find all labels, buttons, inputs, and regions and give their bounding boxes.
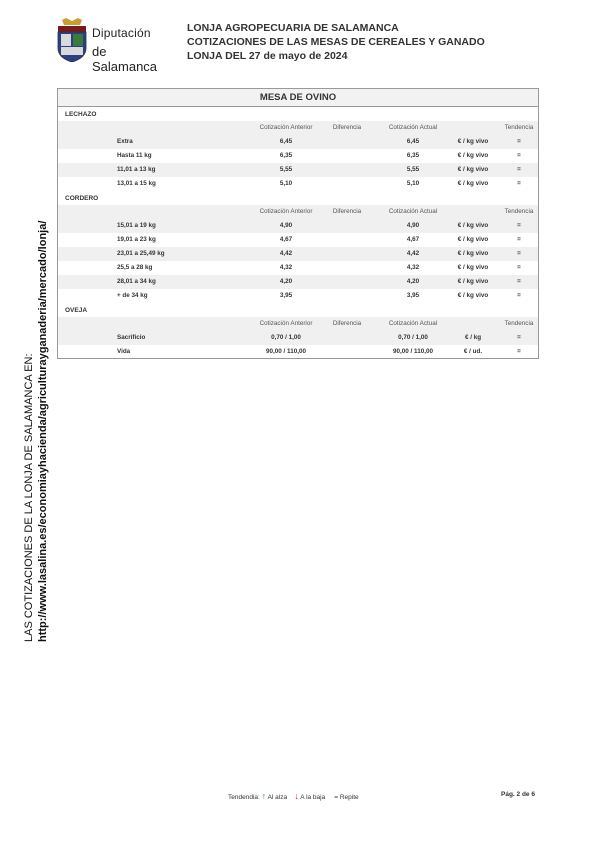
row-actual: 4,32	[406, 264, 420, 271]
arrow-up-icon: ↑	[261, 791, 267, 801]
logo-line1: Diputación	[92, 26, 151, 40]
row-name: Hasta 11 kg	[117, 152, 152, 159]
row-tendencia: =	[517, 292, 521, 299]
row-name: 15,01 a 19 kg	[117, 222, 156, 229]
section-title: LECHAZO	[65, 111, 97, 118]
table-row	[58, 149, 538, 163]
col-diferencia: Diferencia	[332, 208, 362, 215]
row-anterior: 3,95	[279, 292, 293, 299]
side-note-line1: LAS COTIZACIONES DE LA LONJA DE SALAMANCA EN:	[23, 353, 35, 642]
row-name: + de 34 kg	[117, 292, 148, 299]
table-row	[58, 163, 538, 177]
diputacion-logo	[56, 14, 166, 74]
row-anterior: 5,10	[279, 180, 293, 187]
row-tendencia: =	[517, 138, 521, 145]
row-unidad: € / kg vivo	[457, 166, 489, 173]
row-actual: 5,55	[406, 166, 420, 173]
row-name: 13,01 a 15 kg	[117, 180, 156, 187]
row-unidad: € / ud.	[463, 348, 483, 355]
col-anterior: Cotización Anterior	[259, 208, 313, 215]
row-anterior: 4,67	[279, 236, 293, 243]
table-row	[58, 233, 538, 247]
row-actual: 4,67	[406, 236, 420, 243]
col-tendencia: Tendencia	[504, 320, 534, 327]
row-actual: 4,90	[406, 222, 420, 229]
table-row	[58, 135, 538, 149]
row-actual: 6,35	[406, 152, 420, 159]
row-anterior: 4,42	[279, 250, 293, 257]
row-tendencia: =	[517, 236, 521, 243]
section-title: CORDERO	[65, 195, 99, 202]
legend-repeat-label: = Repite	[334, 794, 359, 801]
row-tendencia: =	[517, 348, 521, 355]
row-tendencia: =	[517, 152, 521, 159]
row-anterior: 0,70 / 1,00	[271, 334, 301, 341]
col-actual: Cotización Actual	[388, 320, 438, 327]
table-title: MESA DE OVINO	[58, 89, 538, 107]
row-name: 11,01 a 13 kg	[117, 166, 156, 173]
row-unidad: € / kg vivo	[457, 138, 489, 145]
row-actual: 3,95	[406, 292, 420, 299]
row-tendencia: =	[517, 166, 521, 173]
row-unidad: € / kg vivo	[457, 292, 489, 299]
row-unidad: € / kg vivo	[457, 222, 489, 229]
column-headers	[58, 317, 538, 331]
row-tendencia: =	[517, 264, 521, 271]
row-actual: 90,00 / 110,00	[393, 348, 433, 355]
row-tendencia: =	[517, 222, 521, 229]
col-anterior: Cotización Anterior	[259, 124, 313, 131]
arrow-down-icon: ↓	[294, 791, 299, 801]
col-actual: Cotización Actual	[388, 124, 438, 131]
row-actual: 4,42	[406, 250, 420, 257]
row-tendencia: =	[517, 334, 521, 341]
row-anterior: 4,32	[279, 264, 293, 271]
col-diferencia: Diferencia	[332, 320, 362, 327]
row-unidad: € / kg vivo	[457, 180, 489, 187]
row-unidad: € / kg vivo	[457, 278, 489, 285]
table-row	[58, 275, 538, 289]
row-tendencia: =	[517, 180, 521, 187]
row-name: 28,01 a 34 kg	[117, 278, 156, 285]
header-line3: LONJA DEL 27 de mayo de 2024	[187, 50, 348, 62]
page-number: Pág. 2 de 6	[501, 791, 535, 798]
row-unidad: € / kg vivo	[457, 236, 489, 243]
table-row	[58, 331, 538, 345]
row-anterior: 4,90	[279, 222, 293, 229]
logo-line2: de Salamanca	[92, 44, 158, 74]
row-actual: 4,20	[406, 278, 420, 285]
row-anterior: 6,45	[279, 138, 293, 145]
column-headers	[58, 205, 538, 219]
legend-label: Tendendia:	[228, 794, 260, 801]
row-name: 23,01 a 25,49 kg	[117, 250, 165, 257]
side-note	[22, 182, 50, 642]
col-tendencia: Tendencia	[504, 208, 534, 215]
row-anterior: 6,35	[279, 152, 293, 159]
ovino-table	[57, 88, 539, 359]
row-tendencia: =	[517, 250, 521, 257]
table-row	[58, 289, 538, 303]
row-anterior: 90,00 / 110,00	[266, 348, 306, 355]
row-actual: 0,70 / 1,00	[398, 334, 428, 341]
row-tendencia: =	[517, 278, 521, 285]
document-header	[187, 21, 485, 63]
row-unidad: € / kg vivo	[457, 264, 489, 271]
legend-down-label: A la baja	[300, 794, 326, 801]
side-note-url[interactable]: http://www.lasalina.es/economiayhacienda/agriculturayganaderia/mercado/lonja/	[37, 220, 49, 642]
table-row	[58, 219, 538, 233]
row-unidad: € / kg vivo	[457, 152, 489, 159]
column-headers	[58, 121, 538, 135]
col-diferencia: Diferencia	[332, 124, 362, 131]
row-anterior: 5,55	[279, 166, 293, 173]
section-title: OVEJA	[65, 307, 88, 314]
table-row	[58, 261, 538, 275]
col-anterior: Cotización Anterior	[259, 320, 313, 327]
col-tendencia: Tendencia	[504, 124, 534, 131]
row-name: Sacrificio	[117, 334, 146, 341]
trend-legend	[228, 791, 359, 801]
row-anterior: 4,20	[279, 278, 293, 285]
row-name: Extra	[117, 138, 133, 145]
table-row	[58, 177, 538, 191]
header-line2: COTIZACIONES DE LAS MESAS DE CEREALES Y GANADO	[187, 36, 485, 48]
row-name: Vida	[117, 348, 131, 355]
row-name: 25,5 a 28 kg	[117, 264, 153, 271]
table-row	[58, 247, 538, 261]
row-name: 19,01 a 23 kg	[117, 236, 156, 243]
row-actual: 6,45	[406, 138, 420, 145]
coat-of-arms-icon	[56, 18, 88, 62]
row-actual: 5,10	[406, 180, 420, 187]
row-unidad: € / kg vivo	[457, 250, 489, 257]
header-line1: LONJA AGROPECUARIA DE SALAMANCA	[187, 22, 399, 34]
row-unidad: € / kg	[464, 334, 482, 341]
legend-up-label: Al alza	[267, 794, 288, 801]
table-row	[58, 345, 538, 359]
col-actual: Cotización Actual	[388, 208, 438, 215]
